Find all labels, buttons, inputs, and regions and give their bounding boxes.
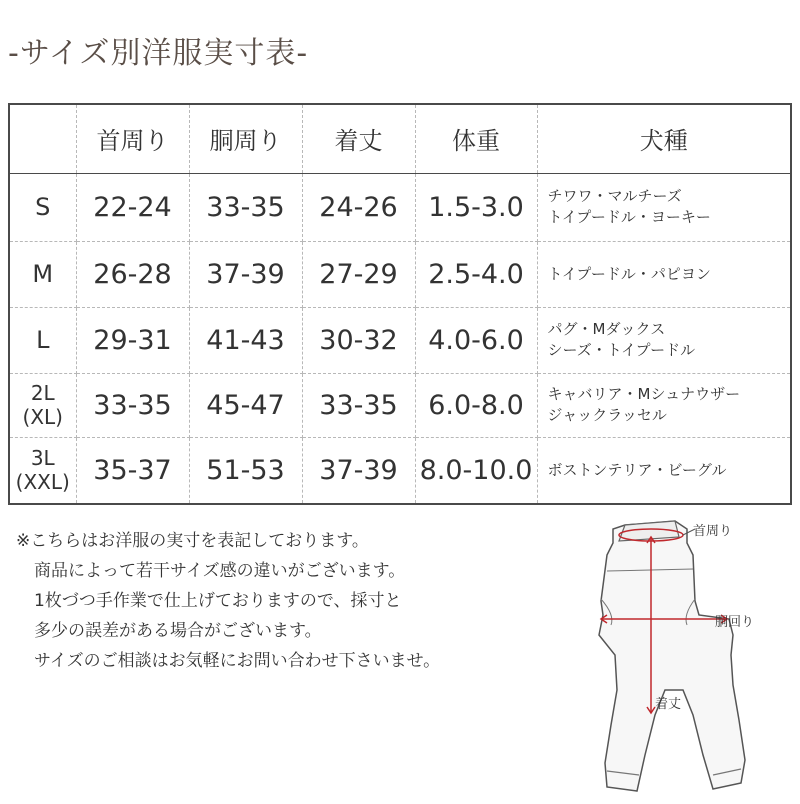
neck-cell: 29-31: [76, 307, 189, 373]
garment-diagram: [555, 515, 795, 800]
weight-cell: 6.0-8.0: [415, 373, 537, 437]
breed-line: ジャックラッセル: [547, 406, 667, 424]
weight-cell: 8.0-10.0: [415, 437, 537, 503]
size-cell: [10, 373, 76, 437]
note-line: ※こちらはお洋服の実寸を表記しております。: [16, 531, 369, 551]
breed-line: トイプードル・パピヨン: [547, 264, 711, 283]
length-cell: 37-39: [302, 437, 415, 503]
neck-cell: 33-35: [76, 373, 189, 437]
table-row: [10, 173, 790, 241]
size-label: L: [36, 326, 50, 354]
note-line: 多少の誤差がある場合がございます。: [34, 621, 322, 641]
length-cell: 33-35: [302, 373, 415, 437]
size-label: 2L: [30, 381, 55, 405]
breed-line: キャバリア・Mシュナウザー: [547, 385, 741, 403]
breed-cell: [537, 437, 790, 503]
size-cell: [10, 173, 76, 241]
size-label: (XXL): [15, 470, 70, 495]
note-line: 商品によって若干サイズ感の違いがございます。: [34, 561, 406, 581]
table-row: [10, 437, 790, 503]
breed-cell: [537, 241, 790, 307]
note-line: 1枚づつ手作業で仕上げておりますので、採寸と: [34, 591, 402, 611]
size-cell: [10, 241, 76, 307]
size-table: [10, 105, 790, 503]
column-header: 犬種: [537, 105, 790, 173]
size-label: M: [32, 260, 54, 288]
page-title: -サイズ別洋服実寸表-: [8, 36, 309, 71]
breed-line: チワワ・マルチーズ: [547, 187, 682, 205]
weight-cell: 1.5-3.0: [415, 173, 537, 241]
column-header: 着丈: [302, 105, 415, 173]
column-header: 首周り: [76, 105, 189, 173]
size-cell: [10, 307, 76, 373]
notes: [16, 526, 440, 676]
chest-cell: 37-39: [189, 241, 302, 307]
chest-cell: 51-53: [189, 437, 302, 503]
table-row: [10, 241, 790, 307]
size-cell: [10, 437, 76, 503]
chest-label: 胴回り: [715, 615, 755, 630]
weight-cell: 4.0-6.0: [415, 307, 537, 373]
table-row: [10, 307, 790, 373]
chest-cell: 45-47: [189, 373, 302, 437]
neck-cell: 35-37: [76, 437, 189, 503]
breed-cell: [537, 173, 790, 241]
dog-clothing-illustration: [555, 515, 795, 800]
breed-line: パグ・Mダックス: [547, 320, 666, 338]
chest-cell: 41-43: [189, 307, 302, 373]
size-label: (XL): [22, 405, 63, 429]
table-row: [10, 373, 790, 437]
weight-cell: 2.5-4.0: [415, 241, 537, 307]
length-cell: 30-32: [302, 307, 415, 373]
neck-cell: 22-24: [76, 173, 189, 241]
column-header: [10, 105, 76, 173]
column-header: 体重: [415, 105, 537, 173]
length-cell: 27-29: [302, 241, 415, 307]
neck-cell: 26-28: [76, 241, 189, 307]
size-label: S: [35, 193, 51, 221]
length-label: 着丈: [655, 697, 682, 712]
chest-cell: 33-35: [189, 173, 302, 241]
length-cell: 24-26: [302, 173, 415, 241]
size-label: 3L: [30, 446, 55, 471]
breed-cell: [537, 307, 790, 373]
breed-line: ボストンテリア・ビーグル: [547, 460, 727, 479]
table-header-row: [10, 105, 790, 173]
column-header: 胴周り: [189, 105, 302, 173]
neck-label: 首周り: [693, 524, 733, 539]
note-line: サイズのご相談はお気軽にお問い合わせ下さいませ。: [34, 651, 441, 671]
breed-line: トイプードル・ヨーキー: [547, 208, 711, 226]
breed-line: シーズ・トイプードル: [547, 341, 696, 359]
breed-cell: [537, 373, 790, 437]
